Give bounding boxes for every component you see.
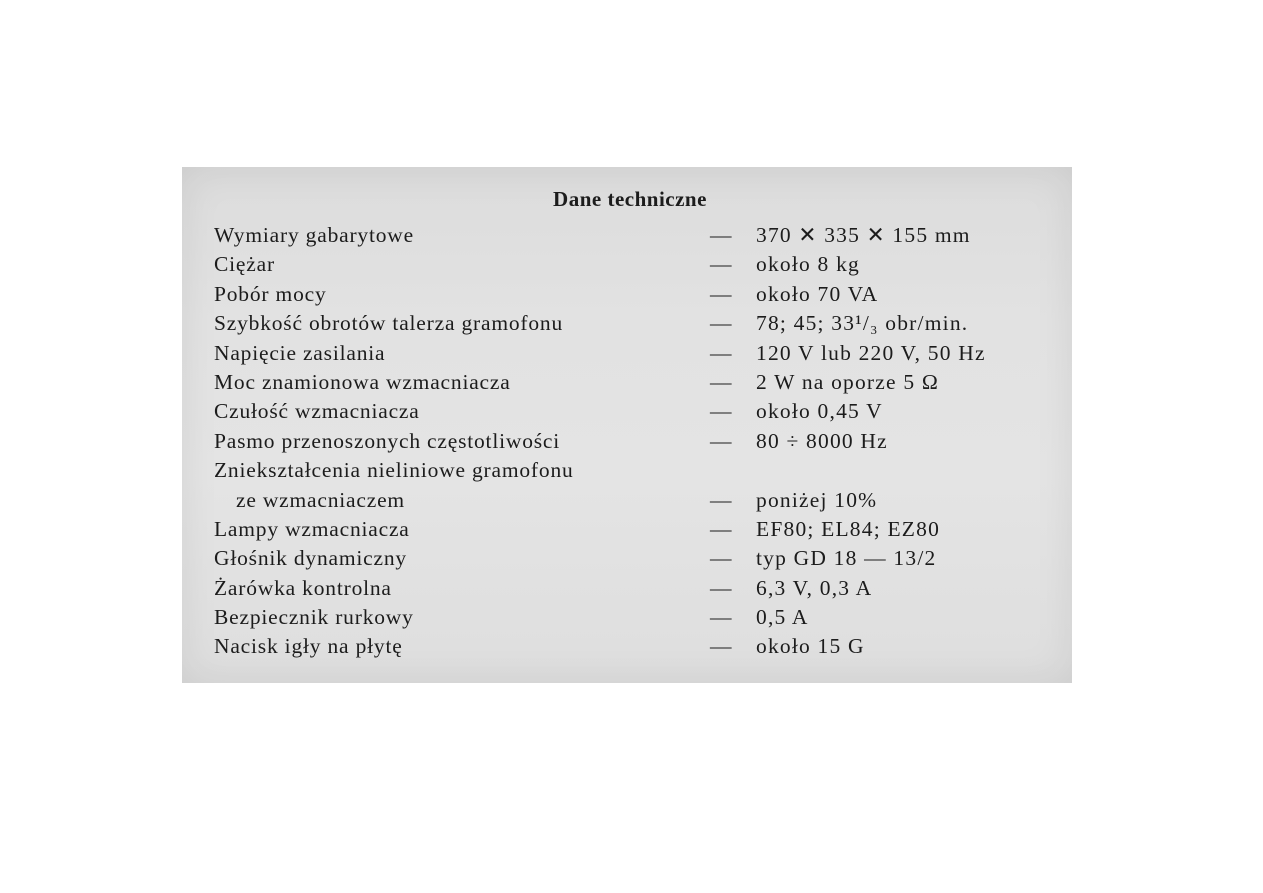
spec-row-tubes	[214, 517, 1054, 546]
spec-row-speaker	[214, 546, 1054, 575]
spec-value: 78; 45; 33¹/₃ obr/min.	[756, 311, 969, 336]
spec-dash: —	[710, 516, 733, 541]
spec-label: Pasmo przenoszonych częstotliwości	[214, 428, 561, 453]
spec-value: typ GD 18 — 13/2	[756, 546, 937, 571]
spec-value: 370 ✕ 335 ✕ 155 mm	[756, 223, 971, 247]
spec-title: Dane techniczne	[553, 187, 707, 211]
spec-label: Pobór mocy	[214, 281, 327, 306]
spec-value: 6,3 V, 0,3 A	[756, 575, 873, 600]
spec-label: Lampy wzmacniacza	[214, 516, 410, 541]
spec-dash: —	[710, 546, 733, 571]
spec-dash: —	[710, 369, 733, 394]
spec-row-rated-power	[214, 370, 1054, 399]
spec-dash: —	[710, 252, 733, 277]
spec-label: Czułość wzmacniacza	[214, 399, 420, 424]
spec-value: poniżej 10%	[756, 487, 878, 512]
spec-label: Głośnik dynamiczny	[214, 546, 407, 571]
spec-row-indicator-bulb	[214, 576, 1054, 605]
spec-label: Wymiary gabarytowe	[214, 223, 414, 247]
spec-dash: —	[710, 634, 733, 659]
spec-value: około 70 VA	[756, 281, 879, 306]
spec-row-fuse	[214, 605, 1054, 634]
spec-dash: —	[710, 428, 733, 453]
spec-row-weight	[214, 252, 1054, 281]
spec-dash: —	[710, 311, 733, 336]
spec-dash: —	[710, 487, 733, 512]
spec-row-frequency-band	[214, 429, 1054, 458]
spec-value: 0,5 A	[756, 605, 809, 630]
spec-value: około 8 kg	[756, 252, 860, 277]
spec-dash: —	[710, 340, 733, 365]
spec-value: 120 V lub 220 V, 50 Hz	[756, 340, 986, 365]
spec-dash: —	[710, 605, 733, 630]
spec-value: około 15 G	[756, 634, 865, 659]
spec-label: Ciężar	[214, 252, 275, 277]
spec-row-power-consumption	[214, 282, 1054, 311]
spec-row-distortion	[214, 488, 1054, 517]
spec-table	[214, 223, 1054, 664]
spec-row-sensitivity	[214, 399, 1054, 428]
spec-row-supply-voltage	[214, 341, 1054, 370]
spec-label: Moc znamionowa wzmacniacza	[214, 369, 511, 394]
spec-row-needle-pressure	[214, 634, 1054, 663]
spec-value: około 0,45 V	[756, 399, 883, 424]
spec-value: 2 W na oporze 5 Ω	[756, 369, 940, 394]
spec-dash: —	[710, 223, 733, 247]
scanned-spec-sheet	[182, 167, 1072, 683]
spec-label: Napięcie zasilania	[214, 340, 386, 365]
spec-label: ze wzmacniaczem	[236, 487, 405, 512]
spec-dash: —	[710, 399, 733, 424]
spec-label: Żarówka kontrolna	[214, 575, 392, 600]
spec-label: Zniekształcenia nieliniowe gramofonu	[214, 458, 574, 483]
spec-label: Bezpiecznik rurkowy	[214, 605, 414, 630]
spec-value: 80 ÷ 8000 Hz	[756, 428, 888, 453]
spec-row-dimensions	[214, 223, 1054, 252]
spec-dash: —	[710, 281, 733, 306]
spec-row-turntable-speed	[214, 311, 1054, 340]
spec-label: Nacisk igły na płytę	[214, 634, 403, 659]
spec-value: EF80; EL84; EZ80	[756, 516, 941, 541]
spec-dash: —	[710, 575, 733, 600]
spec-row-distortion-heading	[214, 458, 1054, 487]
spec-label: Szybkość obrotów talerza gramofonu	[214, 311, 564, 336]
